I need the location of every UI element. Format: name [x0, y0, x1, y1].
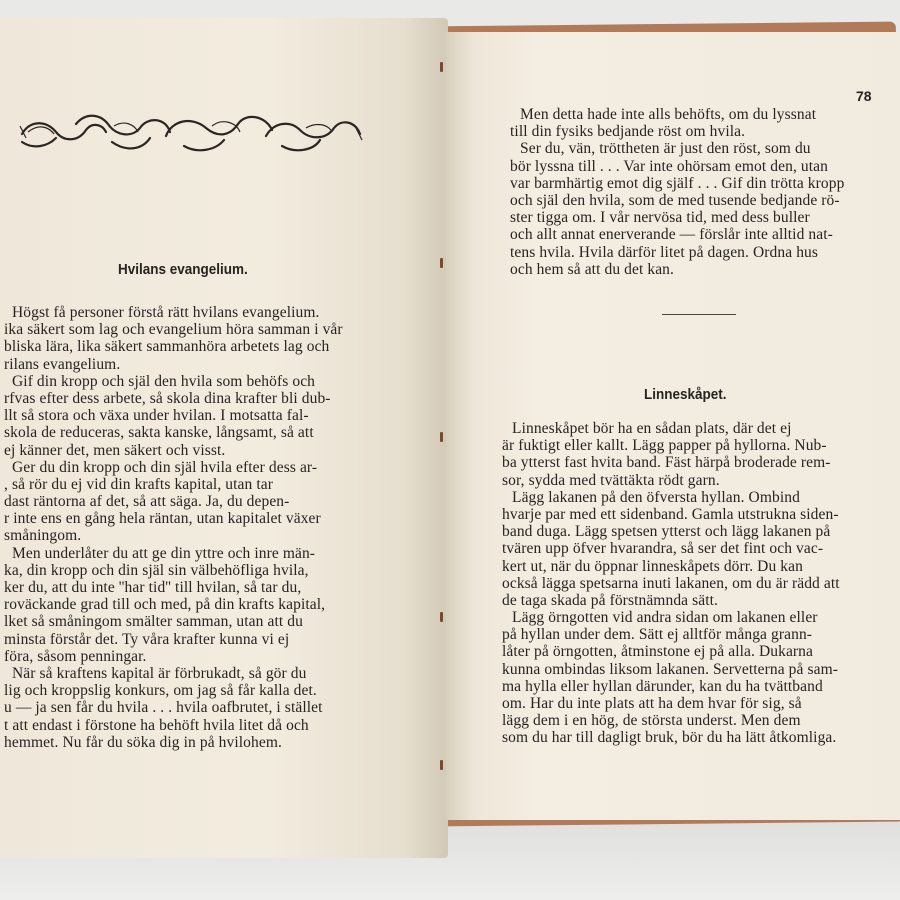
text-line: och allt annat enerverande — förslår inte alltid nat-: [510, 226, 833, 244]
text-line: band duga. Lägg spetsen ytterst och lägg lakanen på: [502, 523, 831, 541]
right-intro-text: [510, 106, 844, 278]
text-line: de taga skada på förstnämnda sätt.: [502, 591, 719, 609]
binding-stitch: [440, 62, 443, 72]
left-body-text: [4, 304, 343, 751]
text-line: Gif din kropp och själ den hvila som behöfs och: [12, 372, 316, 390]
text-line: som du har till dagligt bruk, bör du ha lätt åtkomliga.: [502, 729, 837, 747]
text-line: var barmhärtig emot dig själf . . . Gif din trötta kropp: [510, 174, 845, 192]
text-line: Men detta hade inte alls behöfts, om du lyssnat: [520, 106, 817, 123]
text-line: också lägga spetsarna inuti lakanen, om du är rädd att: [502, 574, 840, 592]
text-line: kert ut, när du öppnar linneskåpets dörr. Du kan: [502, 557, 803, 575]
text-line: kunna ombindas liksom lakanen. Servetterna på sam-: [502, 660, 839, 678]
text-line: Lägg lakanen på den öfversta hyllan. Ombind: [512, 488, 800, 506]
text-line: Men underlåter du att ge din yttre och inre män-: [12, 544, 316, 562]
text-line: u — ja sen får du hvila . . . hvila oafbrutet, i stället: [4, 699, 323, 717]
text-line: t att endast i förstone ha behöft hvila litet då och: [4, 716, 309, 734]
text-line: hvarje par med ett sidenband. Gamla utstrukna siden-: [502, 505, 839, 523]
text-line: Ger du din kropp och din själ hvila efter dess ar-: [12, 458, 318, 476]
text-line: småningom.: [4, 527, 82, 545]
text-line: ker du, att du inte ''har tid'' till hvilan, så tar du,: [4, 579, 302, 596]
text-line: Ser du, vän, tröttheten är just den röst, som du: [520, 140, 811, 158]
text-line: dast räntorna af det, så att säga. Ja, du depen-: [4, 493, 290, 511]
text-line: sor, sydda med tvättäkta rödt garn.: [502, 471, 720, 489]
text-line: och hem så att du det kan.: [510, 260, 675, 278]
chapter-heading: Hvilans evangelium.: [118, 261, 248, 278]
text-line: , så rör du ej vid din krafts kapital, utan tar: [4, 475, 273, 493]
right-page: [446, 32, 900, 820]
right-body-text: [502, 420, 840, 747]
binding-stitch: [440, 258, 443, 268]
text-line: lket så småningom smälter samman, utan att du: [4, 613, 303, 631]
text-line: llt så stora och växa under hvilan. I motsatta fal-: [4, 407, 309, 425]
text-line: tvären upp öfver hvarandra, så ser det fint och vac-: [502, 540, 824, 558]
text-line: och själ den hvila, som de med tusende bedjande rö-: [510, 191, 840, 209]
page-number: 78: [856, 88, 872, 104]
text-line: rfvas efter dess arbete, så skola dina krafter bli dub-: [4, 389, 331, 407]
left-page: [0, 18, 448, 858]
binding-stitch: [440, 432, 443, 442]
text-line: r inte ens en gång hela räntan, utan kapitalet växer: [4, 510, 321, 528]
text-line: Högst få personer förstå rätt hvilans evangelium.: [12, 304, 320, 321]
text-line: skola de reduceras, sakta kanske, långsamt, så att: [4, 424, 314, 442]
text-line: hemmet. Nu får du söka dig in på hvilohem.: [4, 733, 282, 751]
decorative-ornament-icon: [16, 102, 366, 160]
text-line: ster tigga om. I vår nervösa tid, med dess buller: [510, 209, 810, 227]
text-line: om. Har du inte plats att ha dem hvar för sig, så: [502, 695, 802, 712]
text-line: bliska lära, lika säkert sammanhöra arbetets lag och: [4, 338, 330, 356]
text-line: minsta förstår det. Ty våra krafter kunna vi ej: [4, 630, 290, 648]
text-line: ba ytterst fast hvita band. Fäst härpå broderade rem-: [502, 454, 831, 472]
text-line: När så kraftens kapital är förbrukadt, så gör du: [12, 664, 307, 682]
text-line: ka, din kropp och din själ sin välbehöfliga hvila,: [4, 561, 309, 579]
text-line: lig och kroppslig konkurs, om jag så får kalla det.: [4, 682, 317, 700]
section-divider: [662, 314, 736, 315]
binding-stitch: [440, 612, 443, 622]
text-line: tens hvila. Hvila därför litet på dagen. Ordna hus: [510, 243, 819, 261]
text-line: rilans evangelium.: [4, 355, 121, 373]
text-line: ma hylla eller hyllan därunder, kan du ha tvättband: [502, 677, 823, 695]
text-line: ika säkert som lag och evangelium höra samman i vår: [4, 321, 343, 339]
text-line: Lägg örngotten vid andra sidan om lakanen eller: [512, 609, 818, 627]
text-line: ej känner det, men säkert och visst.: [4, 441, 226, 459]
text-line: är fuktigt eller kallt. Lägg papper på hyllorna. Nub-: [502, 437, 827, 455]
section-heading: Linneskåpet.: [644, 386, 727, 403]
text-line: låter på örngotten, åtminstone ej på alla. Dukarna: [502, 643, 814, 661]
text-line: på hyllan under dem. Sätt ej alltför många grann-: [502, 626, 813, 644]
text-line: föra, såsom penningar.: [4, 647, 147, 665]
text-line: bör lyssna till . . . Var inte ohörsam emot den, utan: [510, 157, 828, 175]
binding-stitch: [440, 760, 443, 770]
text-line: till din fysiks bedjande röst om hvila.: [510, 123, 746, 141]
text-line: lägg dem i en hög, de största underst. Men dem: [502, 712, 801, 730]
text-line: Linneskåpet bör ha en sådan plats, där det ej: [512, 420, 792, 437]
text-line: roväckande grad till och med, på din krafts kapital,: [4, 596, 326, 614]
